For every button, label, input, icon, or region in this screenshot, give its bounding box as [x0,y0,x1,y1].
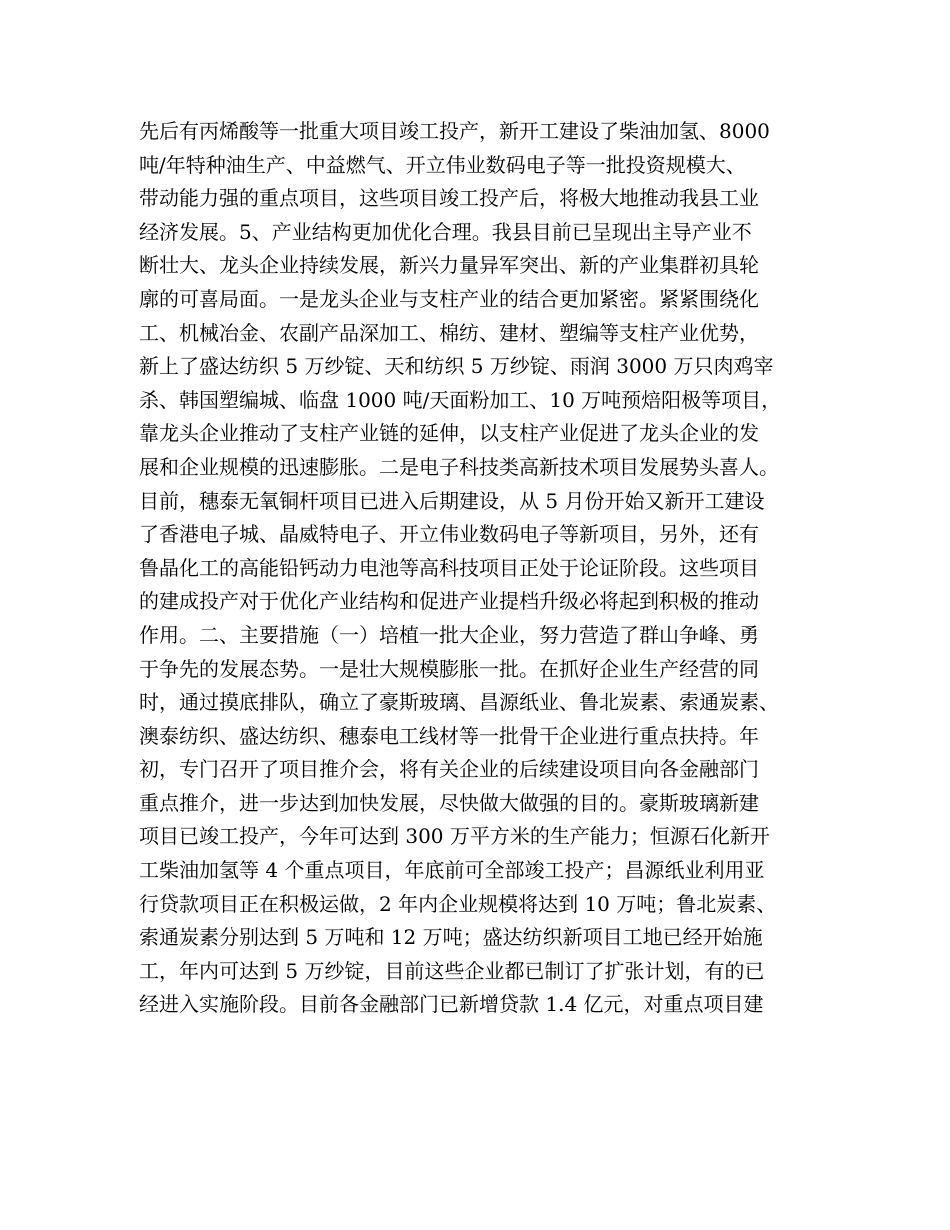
text-line-22: 项目已竣工投产，今年可达到 300 万平方米的生产能力；恒源石化新开 [139,824,770,849]
text-line-14: 鲁晶化工的高能铅钙动力电池等高科技项目正处于论证阶段。这些项目 [139,555,759,580]
text-line-19: 澳泰纺织、盛达纺织、穗泰电工线材等一批骨干企业进行重点扶持。年 [139,723,759,748]
body-text [139,115,829,1022]
text-line-5: 断壮大、龙头企业持续发展，新兴力量异军突出、新的产业集群初具轮 [139,253,759,278]
text-line-1: 先后有丙烯酸等一批重大项目竣工投产，新开工建设了柴油加氢、8000 [139,119,770,143]
text-line-9: 杀、韩国塑编城、临盘 1000 吨/天面粉加工、10 万吨预焙阳极等项目， [139,387,782,412]
text-line-21: 重点推介，进一步达到加快发展，尽快做大做强的目的。豪斯玻璃新建 [139,790,759,815]
text-line-13: 了香港电子城、晶威特电子、开立伟业数码电子等新项目，另外，还有 [139,522,759,547]
text-line-8: 新上了盛达纺织 5 万纱锭、天和纺织 5 万纱锭、雨润 3000 万只肉鸡宰 [139,354,774,379]
text-line-2: 吨/年特种油生产、中益燃气、开立伟业数码电子等一批投资规模大、 [139,152,746,177]
text-line-11: 展和企业规模的迅速膨胀。二是电子科技类高新技术项目发展势头喜人。 [139,454,779,479]
text-line-10: 靠龙头企业推动了支柱产业链的延伸，以支柱产业促进了龙头企业的发 [139,421,759,446]
text-line-18: 时，通过摸底排队，确立了豪斯玻璃、昌源纸业、鲁北炭素、索通炭素、 [139,690,779,715]
text-line-6: 廓的可喜局面。一是龙头企业与支柱产业的结合更加紧密。紧紧围绕化 [139,286,759,311]
text-line-25: 索通炭素分别达到 5 万吨和 12 万吨；盛达纺织新项目工地已经开始施 [139,925,763,950]
text-line-15: 的建成投产对于优化产业结构和促进产业提档升级必将起到积极的推动 [139,589,759,614]
text-line-3: 带动能力强的重点项目，这些项目竣工投产后，将极大地推动我县工业 [139,186,759,211]
text-line-27: 经进入实施阶段。目前各金融部门已新增贷款 1.4 亿元，对重点项目建 [139,992,764,1017]
text-line-16: 作用。二、主要措施（一）培植一批大企业，努力营造了群山争峰、勇 [139,622,759,647]
text-line-7: 工、机械冶金、农副产品深加工、棉纺、建材、塑编等支柱产业优势， [139,320,759,345]
text-line-24: 行贷款项目正在积极运做，2 年内企业规模将达到 10 万吨；鲁北炭素、 [139,891,777,916]
text-line-20: 初，专门召开了项目推介会，将有关企业的后续建设项目向各金融部门 [139,757,759,782]
text-line-26: 工，年内可达到 5 万纱锭，目前这些企业都已制订了扩张计划，有的已 [139,958,765,983]
text-line-12: 目前，穗泰无氧铜杆项目已进入后期建设，从 5 月份开始又新开工建设 [139,488,765,513]
text-line-23: 工柴油加氢等 4 个重点项目，年底前可全部竣工投产；昌源纸业利用亚 [139,858,765,883]
text-line-4: 经济发展。5、产业结构更加优化合理。我县目前已呈现出主导产业不 [139,219,752,244]
text-line-17: 于争先的发展态势。一是壮大规模膨胀一批。在抓好企业生产经营的同 [139,656,759,681]
